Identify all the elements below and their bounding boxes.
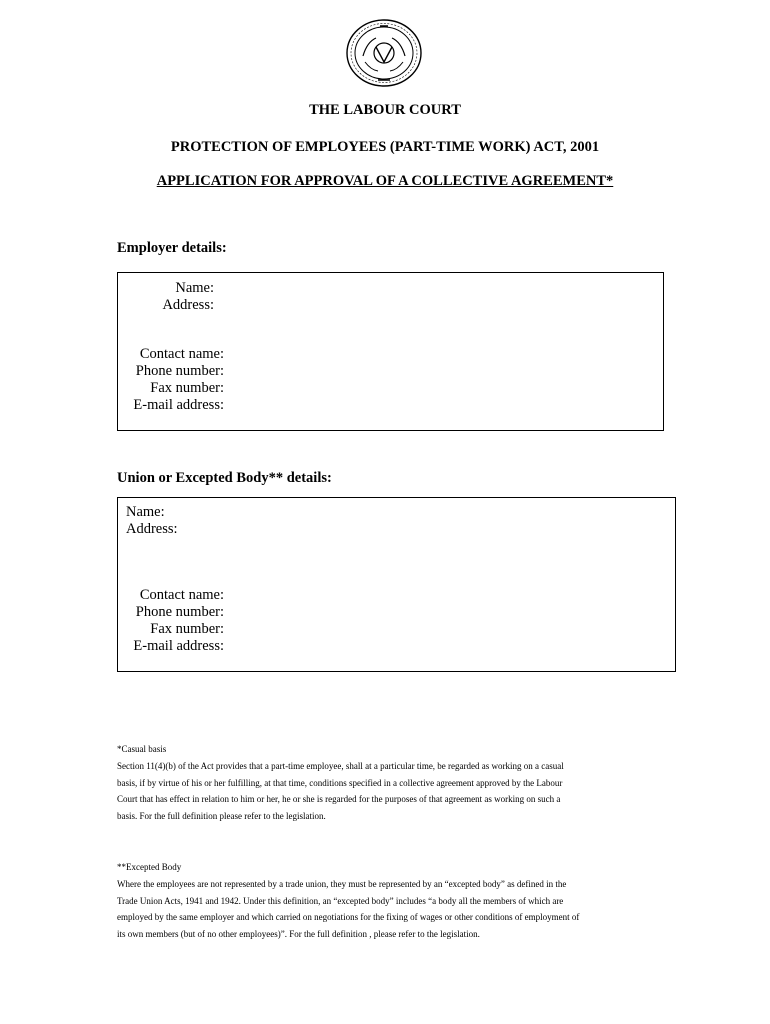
casual-basis-line: Section 11(4)(b) of the Act provides that a part-time employee, shall at a particular time, be regarded as working on a casual	[117, 761, 564, 771]
excepted-body-title: **Excepted Body	[117, 862, 182, 872]
employer-email-label: E-mail address:	[133, 397, 224, 413]
excepted-body-line: Where the employees are not represented by a trade union, they must be represented by an “excepted body” as defined in the	[117, 879, 567, 889]
casual-basis-title: *Casual basis	[117, 744, 167, 754]
casual-basis-line: basis, if by virtue of his or her fulfilling, at that time, conditions specified in a collective agreement approved by the Labour	[117, 777, 563, 788]
excepted-body-text	[117, 876, 657, 942]
employer-section-label: Employer details:	[117, 240, 227, 256]
casual-basis-line: basis. For the full definition please refer to the legislation.	[117, 810, 326, 821]
form-title: APPLICATION FOR APPROVAL OF A COLLECTIVE AGREEMENT*	[156, 173, 614, 189]
excepted-body-line: Trade Union Acts, 1941 and 1942. Under this definition, an “excepted body” includes “a body all the members of which are	[117, 895, 564, 906]
union-phone-label: Phone number:	[135, 604, 224, 620]
excepted-body-line: employed by the same employer and which carried on negotiations for the fixing of wages or other conditions of employment of	[117, 912, 580, 923]
act-title: PROTECTION OF EMPLOYEES (PART-TIME WORK) ACT, 2001	[170, 139, 600, 155]
employer-name-label: Name:	[175, 280, 214, 296]
union-address-label: Address:	[126, 521, 178, 537]
union-section-label: Union or Excepted Body** details:	[117, 470, 332, 486]
labour-court-seal-icon	[345, 18, 423, 88]
employer-fax-label: Fax number:	[150, 380, 224, 396]
excepted-body-line: its own members (but of no other employees)”. For the full definition , please refer to the legislation.	[117, 928, 480, 939]
union-details-box	[117, 497, 676, 672]
union-fax-label: Fax number:	[150, 621, 224, 637]
union-contact-name-label: Contact name:	[139, 587, 224, 603]
union-email-label: E-mail address:	[133, 638, 224, 654]
casual-basis-line: Court that has effect in relation to him or her, he or she is regarded for the purposes of that agreement as working on such a	[117, 794, 561, 805]
employer-address-label: Address:	[162, 297, 214, 313]
employer-phone-label: Phone number:	[135, 363, 224, 379]
employer-details-box	[117, 272, 664, 431]
court-title: THE LABOUR COURT	[309, 102, 461, 118]
union-name-label: Name:	[126, 504, 165, 520]
employer-contact-name-label: Contact name:	[139, 346, 224, 362]
casual-basis-text	[117, 758, 657, 824]
